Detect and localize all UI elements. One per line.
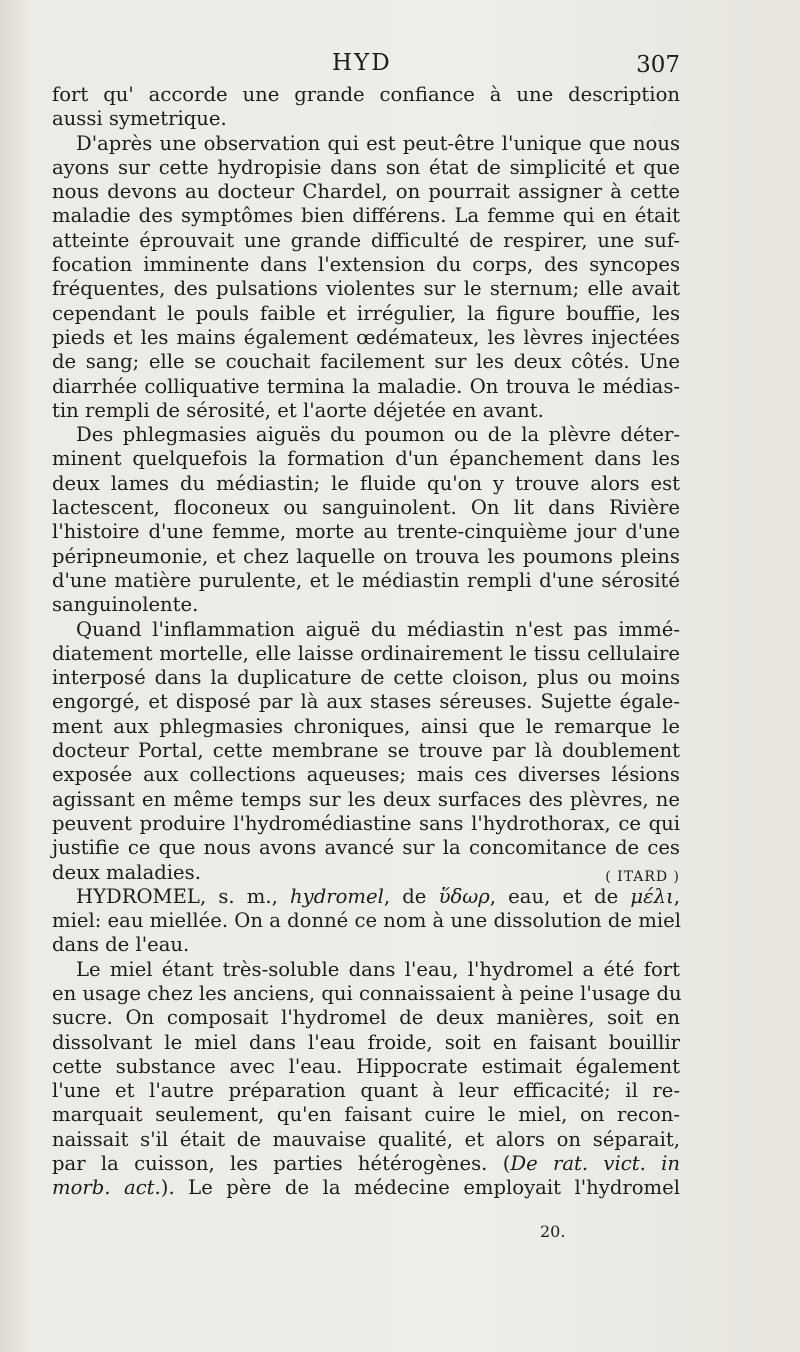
text-line: sucre. On composait l'hydromel de deux manières, soit en <box>52 1006 680 1030</box>
citation-line-2 <box>52 1176 680 1200</box>
text-line: pieds et les mains également œdémateux, les lèvres injectées <box>52 325 680 349</box>
text-line: Le miel étant très-soluble dans l'eau, l'hydromel a été fort <box>76 957 680 981</box>
citation-line <box>52 1152 680 1176</box>
text-line: justifie ce que nous avons avancé sur la concomitance de ces <box>52 836 680 860</box>
text-line: cependant le pouls faible et irrégulier, la figure bouffie, les <box>52 301 680 325</box>
entry-term: hydromel <box>290 884 384 908</box>
body-text <box>52 83 680 1201</box>
text-line: atteinte éprouvait une grande difficulté de respirer, une suf- <box>52 228 680 252</box>
text-line: ment aux phlegmasies chroniques, ainsi que le remarque le <box>52 714 680 738</box>
text-fragment: par la cuisson, les parties hétérogènes. <box>52 1152 488 1176</box>
text-line: deux lames du médiastin; le fluide qu'on y trouve alors est <box>52 471 680 495</box>
text-line: docteur Portal, cette membrane se trouve par là doublement <box>52 739 680 763</box>
text-line: focation imminente dans l'extension du corps, des syncopes <box>52 253 680 277</box>
text-line: de sang; elle se couchait facilement sur les deux côtés. Une <box>52 350 680 374</box>
text-line: aussi symetrique. <box>52 107 227 131</box>
text-line: nous devons au docteur Chardel, on pourrait assigner à cette <box>52 180 680 204</box>
text-line: peuvent produire l'hydromédiastine sans l'hydrothorax, ce qui <box>52 811 680 835</box>
text-line: deux maladies. <box>52 860 201 884</box>
text-line: en usage chez les anciens, qui connaissaient à peine l'usage du <box>52 981 682 1005</box>
text-line: D'après une observation qui est peut-être l'unique que nous <box>76 131 680 155</box>
text-line: diarrhée colliquative termina la maladie. On trouva le médias- <box>52 374 680 398</box>
text-line: dissolvant le miel dans l'eau froide, soit en faisant bouillir <box>52 1030 680 1054</box>
entry-pos: , s. m., <box>199 884 290 908</box>
text-line: diatement mortelle, elle laisse ordinairement le tissu cellulaire <box>52 641 680 665</box>
signature-mark: 20. <box>540 1222 566 1241</box>
text-line: fort qu' accorde une grande confiance à une description <box>52 83 680 106</box>
text-line: interposé dans la duplicature de cette cloison, plus ou moins <box>52 666 680 690</box>
text-line: d'une matière purulente, et le médiastin rempli d'une sérosité <box>52 568 680 592</box>
text-line: minent quelquefois la formation d'un épanchement dans les <box>52 447 680 471</box>
text-line: naissait s'il était de mauvaise qualité, et alors on séparait, <box>52 1127 680 1151</box>
text-line: miel: eau miellée. On a donné ce nom à une dissolution de miel <box>52 909 681 933</box>
entry-text: , <box>673 884 681 908</box>
entry-first-line <box>52 885 680 909</box>
text-line: tin rempli de sérosité, et l'aorte déjetée en avant. <box>52 398 544 422</box>
text-line: cette substance avec l'eau. Hippocrate estimait également <box>52 1054 680 1078</box>
text-line: marquait seulement, qu'en faisant cuire le miel, on recon- <box>52 1103 680 1127</box>
text-line: lactescent, floconeux ou sanguinolent. On lit dans Rivière <box>52 496 680 520</box>
page-number: 307 <box>636 52 680 78</box>
text-line: exposée aux collections aqueuses; mais ces diverses lésions <box>52 763 680 787</box>
greek-word: μέλι <box>630 884 674 908</box>
text-line: Quand l'inflammation aiguë du médiastin n'est pas immé- <box>76 617 680 641</box>
text-line: Des phlegmasies aiguës du poumon ou de la plèvre déter- <box>76 423 680 447</box>
entry-text: , eau, et de <box>489 884 631 908</box>
text-line: péripneumonie, et chez laquelle on trouva les poumons pleins <box>52 544 680 568</box>
page-header <box>52 50 680 86</box>
text-line: fréquentes, des pulsations violentes sur le sternum; elle avait <box>52 277 680 301</box>
text-line: agissant en même temps sur les deux surfaces des plèvres, ne <box>52 787 680 811</box>
text-line: ayons sur cette hydropisie dans son état de simplicité et que <box>52 155 680 179</box>
paren-open: ( <box>487 1152 511 1176</box>
text-line: maladie des symptômes bien différens. La femme qui en était <box>52 204 680 228</box>
text-fragment: ). Le père de la médecine employait l'hydromel <box>160 1176 680 1200</box>
author-signature: ( ITARD ) <box>605 868 680 885</box>
entry-headword: HYDROMEL <box>76 884 200 908</box>
signature-line <box>52 861 680 885</box>
citation: morb. act. <box>52 1176 161 1200</box>
running-head: HYD <box>332 50 392 76</box>
citation: De rat. vict. in <box>510 1152 681 1176</box>
greek-word: ὕδωρ <box>438 884 490 908</box>
text-line: sanguinolente. <box>52 593 199 617</box>
entry-text: , de <box>383 884 439 908</box>
text-line: l'histoire d'une femme, morte au trente-cinquième jour d'une <box>52 520 680 544</box>
text-line: engorgé, et disposé par là aux stases séreuses. Sujette égale- <box>52 690 680 714</box>
text-line: l'une et l'autre préparation quant à leur efficacité; il re- <box>52 1079 680 1103</box>
text-line: dans de l'eau. <box>52 933 190 957</box>
